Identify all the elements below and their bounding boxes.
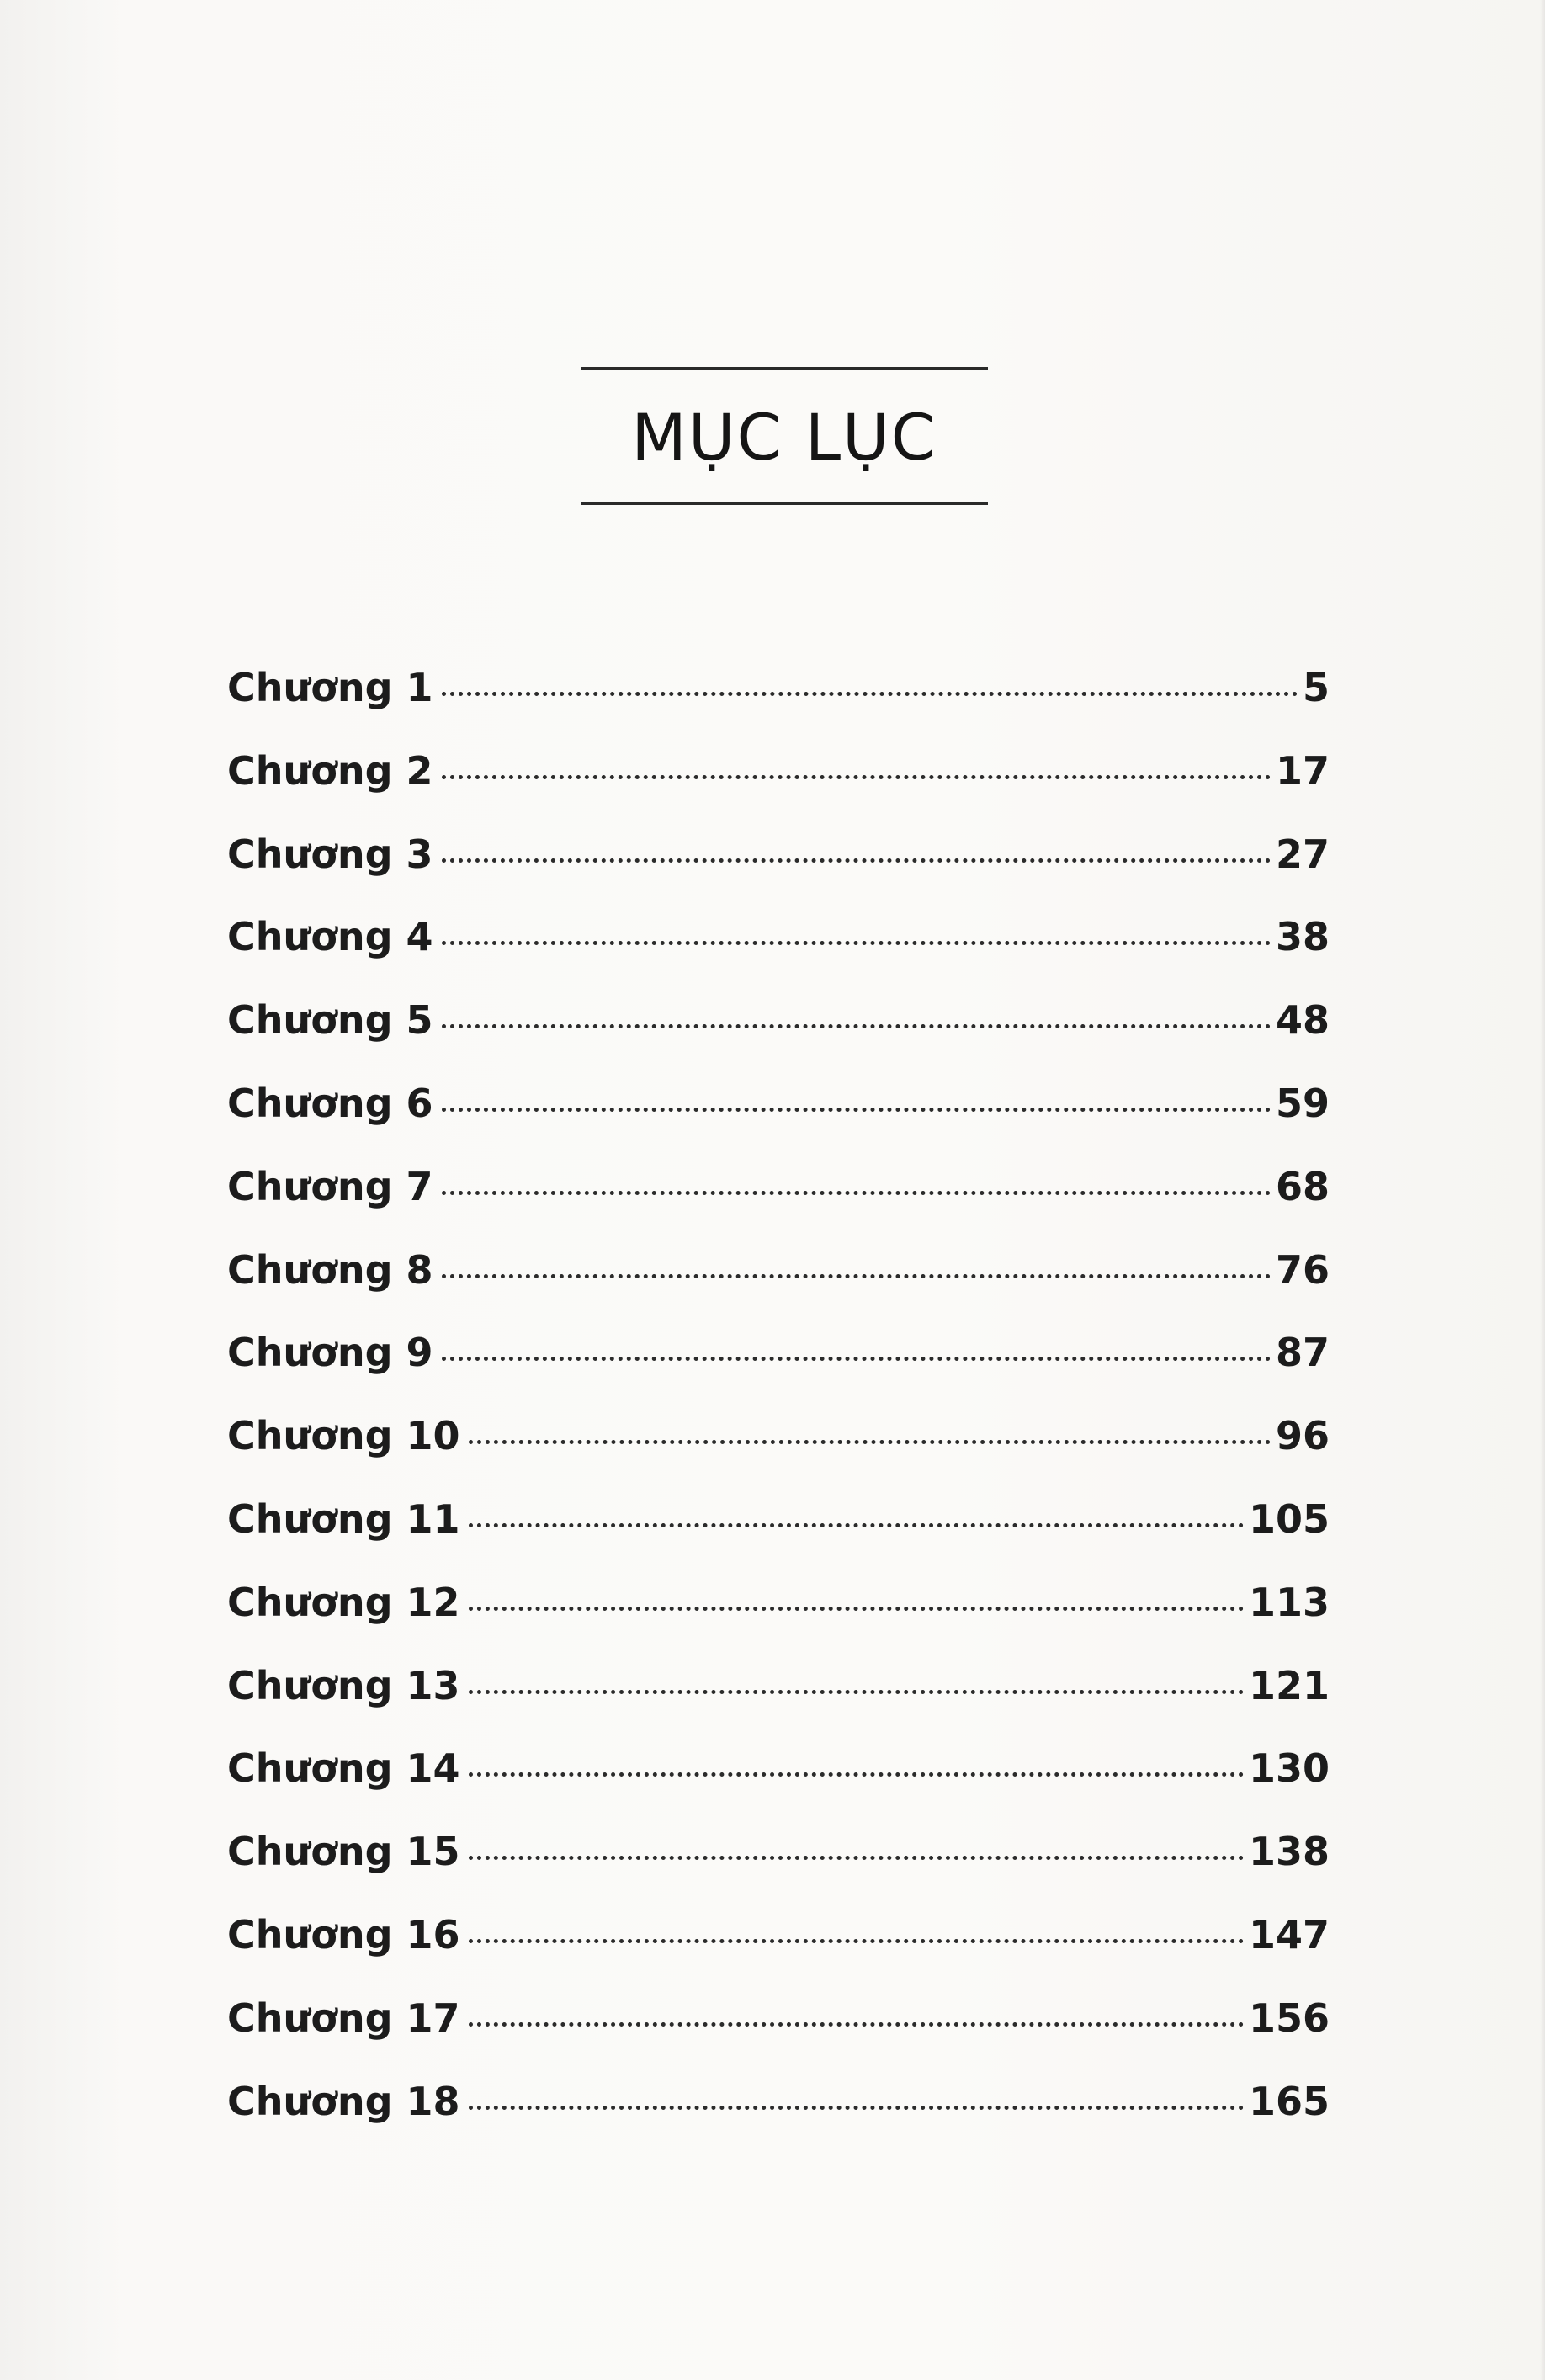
toc-dot-leader [469, 2022, 1244, 2027]
toc-dot-leader [469, 1607, 1244, 1611]
toc-entry-label: Chương 15 [227, 1829, 460, 1875]
toc-entry [227, 1247, 1330, 1331]
toc-entry-page: 59 [1275, 1080, 1330, 1126]
toc-dot-leader [442, 1274, 1271, 1278]
table-of-contents [227, 665, 1330, 2161]
toc-entry-page: 17 [1275, 747, 1330, 794]
toc-dot-leader [442, 1108, 1271, 1112]
toc-entry-page: 38 [1275, 914, 1330, 960]
toc-entry-page: 121 [1248, 1662, 1330, 1708]
toc-dot-leader [442, 1357, 1271, 1361]
toc-entry-label: Chương 9 [227, 1330, 433, 1376]
toc-entry [227, 1663, 1330, 1746]
toc-dot-leader [469, 2106, 1244, 2110]
toc-entry-page: 113 [1248, 1579, 1330, 1625]
toc-dot-leader [442, 692, 1298, 696]
toc-entry-label: Chương 16 [227, 1911, 460, 1958]
toc-entry [227, 831, 1330, 915]
toc-entry-label: Chương 11 [227, 1495, 460, 1542]
toc-entry-label: Chương 8 [227, 1246, 433, 1293]
toc-entry-label: Chương 6 [227, 1080, 433, 1126]
toc-entry-label: Chương 5 [227, 997, 433, 1044]
page-title: MỤC LỤC [631, 400, 937, 475]
toc-entry [227, 1995, 1330, 2079]
toc-dot-leader [469, 1523, 1244, 1527]
toc-entry [227, 748, 1330, 831]
toc-entry [227, 2079, 1330, 2162]
toc-entry-page: 165 [1248, 2078, 1330, 2124]
toc-entry-page: 96 [1275, 1413, 1330, 1459]
toc-dot-leader [442, 858, 1271, 863]
page-edge-shadow [1540, 0, 1545, 2380]
toc-entry-label: Chương 12 [227, 1579, 460, 1625]
toc-dot-leader [469, 1856, 1244, 1860]
toc-entry [227, 1330, 1330, 1413]
toc-entry-label: Chương 4 [227, 914, 433, 960]
toc-entry-label: Chương 10 [227, 1413, 460, 1459]
toc-entry [227, 1081, 1330, 1164]
toc-entry [227, 1912, 1330, 1995]
toc-dot-leader [442, 1024, 1271, 1028]
toc-dot-leader [442, 941, 1271, 945]
toc-entry-page: 76 [1275, 1246, 1330, 1293]
toc-dot-leader [469, 1772, 1244, 1777]
toc-entry-label: Chương 18 [227, 2078, 460, 2124]
toc-entry-label: Chương 14 [227, 1745, 460, 1792]
toc-entry [227, 1745, 1330, 1829]
toc-entry [227, 665, 1330, 748]
toc-dot-leader [469, 1690, 1244, 1694]
title-block [581, 367, 988, 507]
toc-entry-page: 68 [1275, 1163, 1330, 1209]
toc-entry-label: Chương 17 [227, 1995, 460, 2041]
toc-entry-page: 156 [1248, 1995, 1330, 2041]
toc-entry-page: 138 [1248, 1829, 1330, 1875]
toc-entry-label: Chương 2 [227, 747, 433, 794]
toc-entry-label: Chương 3 [227, 831, 433, 877]
toc-entry [227, 1413, 1330, 1496]
toc-dot-leader [442, 775, 1271, 779]
toc-entry [227, 914, 1330, 997]
toc-entry-page: 130 [1248, 1745, 1330, 1792]
toc-entry [227, 997, 1330, 1081]
toc-entry [227, 1496, 1330, 1580]
toc-entry-label: Chương 7 [227, 1163, 433, 1209]
toc-entry-page: 48 [1275, 997, 1330, 1044]
title-rule-top [581, 367, 988, 370]
toc-entry-label: Chương 1 [227, 665, 433, 710]
title-rule-bottom [581, 502, 988, 505]
toc-dot-leader [442, 1191, 1271, 1195]
toc-entry-label: Chương 13 [227, 1662, 460, 1708]
toc-entry-page: 105 [1248, 1495, 1330, 1542]
toc-entry-page: 5 [1302, 665, 1330, 710]
toc-dot-leader [469, 1440, 1271, 1444]
toc-entry [227, 1829, 1330, 1912]
toc-entry [227, 1580, 1330, 1663]
toc-entry [227, 1164, 1330, 1247]
toc-entry-page: 87 [1275, 1330, 1330, 1376]
toc-entry-page: 147 [1248, 1911, 1330, 1958]
toc-entry-page: 27 [1275, 831, 1330, 877]
toc-dot-leader [469, 1939, 1244, 1943]
